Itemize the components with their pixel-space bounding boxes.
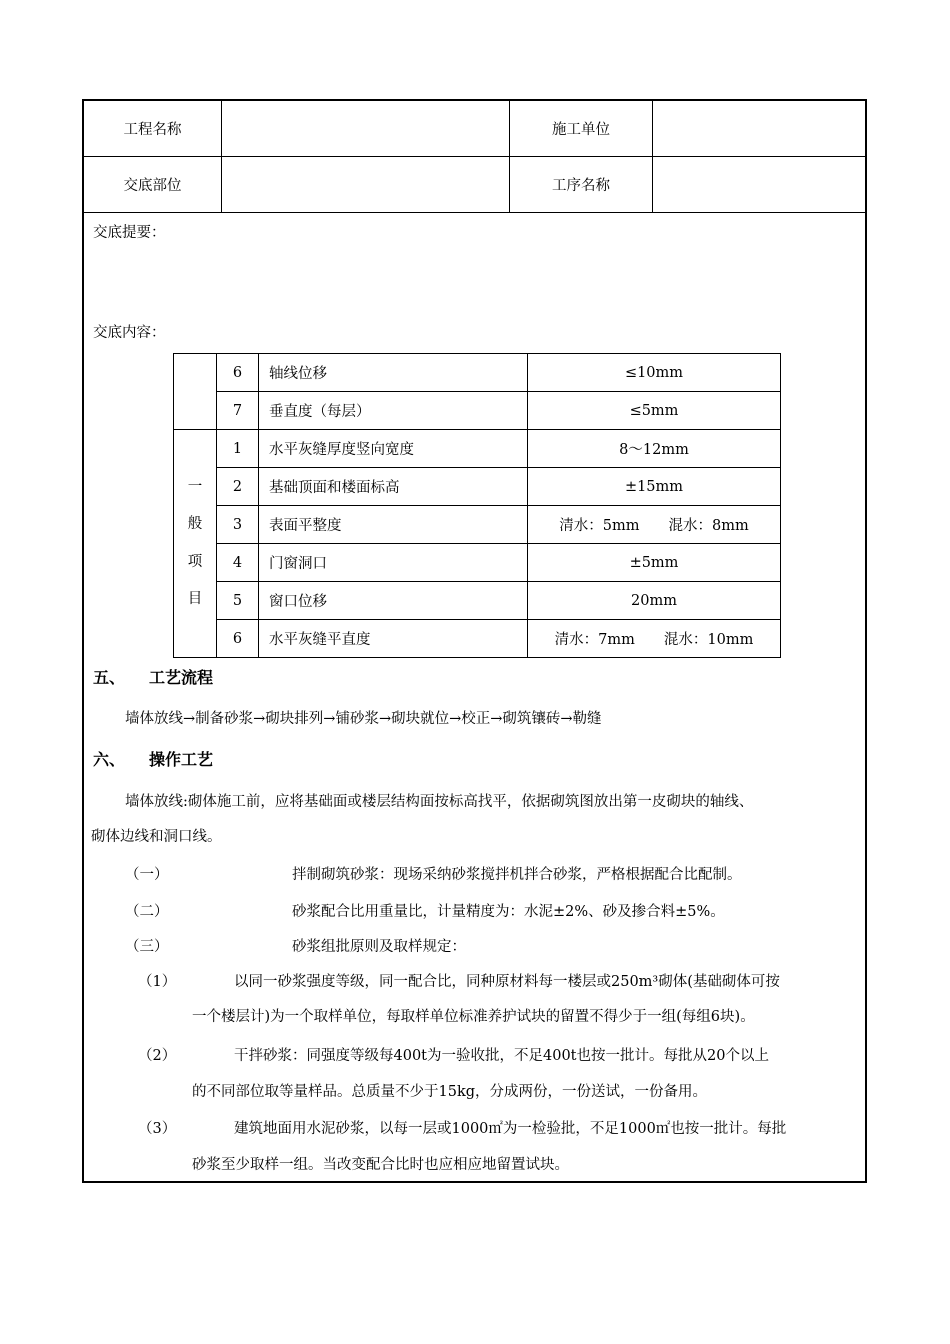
construction-unit-label: 施工单位 [552,122,610,138]
table-row [174,468,781,506]
row-number: 4 [217,544,259,582]
row-item: 轴线位移 [259,354,528,392]
group-cell-top [174,354,217,430]
row-value: 清水：5mm 混水：8mm [528,506,781,544]
row-number: 6 [217,620,259,658]
subitem-text: 以同一砂浆强度等级，同一配合比，同种原材料每一楼层或250m³砌体(基础砌体可按 [234,974,780,990]
table-row [174,392,781,430]
table-row [174,354,781,392]
row-value: ≤10mm [528,354,781,392]
row-item: 水平灰缝平直度 [259,620,528,658]
paragraph-line: 墙体放线:砌体施工前，应将基础面或楼层结构面按标高找平，依据砌筑图放出第一皮砌块的轴线、 [125,794,754,810]
document-frame [82,99,867,1183]
section-5-number: 五、 [93,668,126,687]
row-value: ≤5mm [528,392,781,430]
process-name-value[interactable] [653,157,865,212]
subitem-text: 一个楼层计)为一个取样单位，每取样单位标准养护试块的留置不得少于一组(每组6块)。 [192,1009,755,1025]
row-value: ±15mm [528,468,781,506]
subitem-marker: （3） [138,1121,177,1137]
process-flow-text: 墙体放线→制备砂浆→砌块排列→铺砂浆→砌块就位→校正→砌筑镶砖→勒缝 [125,711,602,727]
section-6-number: 六、 [93,750,126,769]
row-value: ±5mm [528,544,781,582]
subitem-marker: （1） [138,974,177,990]
item-text: 砂浆配合比用重量比，计量精度为：水泥±2%、砂及掺合料±5%。 [292,904,725,920]
content-label: 交底内容： [93,325,166,341]
subitem-text: 建筑地面用水泥砂浆，以每一层或1000㎡为一检验批，不足1000㎡也按一批计。每批 [234,1121,787,1137]
row-item: 窗口位移 [259,582,528,620]
project-name-label: 工程名称 [123,122,182,138]
summary-label: 交底提要： [93,225,166,241]
row-item: 表面平整度 [259,506,528,544]
subitem-text: 干拌砂浆：同强度等级每400t为一验收批，不足400t也按一批计。每批从20个以上 [234,1048,769,1064]
row-number: 6 [217,354,259,392]
paragraph-line: 砌体边线和洞口线。 [91,829,222,845]
row-number: 1 [217,430,259,468]
item-marker: （二） [125,904,169,920]
disclosure-part-label: 交底部位 [123,178,182,194]
table-row [174,430,781,468]
item-text: 砂浆组批原则及取样规定： [292,939,466,955]
table-row [174,544,781,582]
table-row [174,506,781,544]
subitem-text: 的不同部位取等量样品。总质量不少于15kg，分成两份，一份送试，一份备用。 [192,1084,708,1100]
subitem-text: 砂浆至少取样一组。当改变配合比时也应相应地留置试块。 [192,1157,569,1173]
section-5-title: 工艺流程 [149,668,214,687]
row-value: 清水：7mm 混水：10mm [528,620,781,658]
general-items-group-label: 一 般 项 目 [174,430,217,658]
header-row-2 [84,157,865,213]
header-row-1 [84,101,865,157]
item-text: 拌制砌筑砂浆：现场采纳砂浆搅拌机拌合砂浆，严格根据配合比配制。 [292,867,742,883]
table-row [174,582,781,620]
table-row [174,620,781,658]
row-value: 20mm [528,582,781,620]
row-number: 5 [217,582,259,620]
row-value: 8～12mm [528,430,781,468]
row-item: 垂直度（每层） [259,392,528,430]
tolerance-table [173,353,781,658]
process-name-label: 工序名称 [552,178,610,194]
row-number: 7 [217,392,259,430]
row-item: 水平灰缝厚度竖向宽度 [259,430,528,468]
subitem-marker: （2） [138,1048,177,1064]
section-6-title: 操作工艺 [149,750,214,769]
row-number: 2 [217,468,259,506]
row-item: 门窗洞口 [259,544,528,582]
row-item: 基础顶面和楼面标高 [259,468,528,506]
project-name-value[interactable] [222,101,509,156]
item-marker: （一） [125,867,169,883]
construction-unit-value[interactable] [653,101,865,156]
item-marker: （三） [125,939,169,955]
row-number: 3 [217,506,259,544]
disclosure-part-value[interactable] [222,157,509,212]
